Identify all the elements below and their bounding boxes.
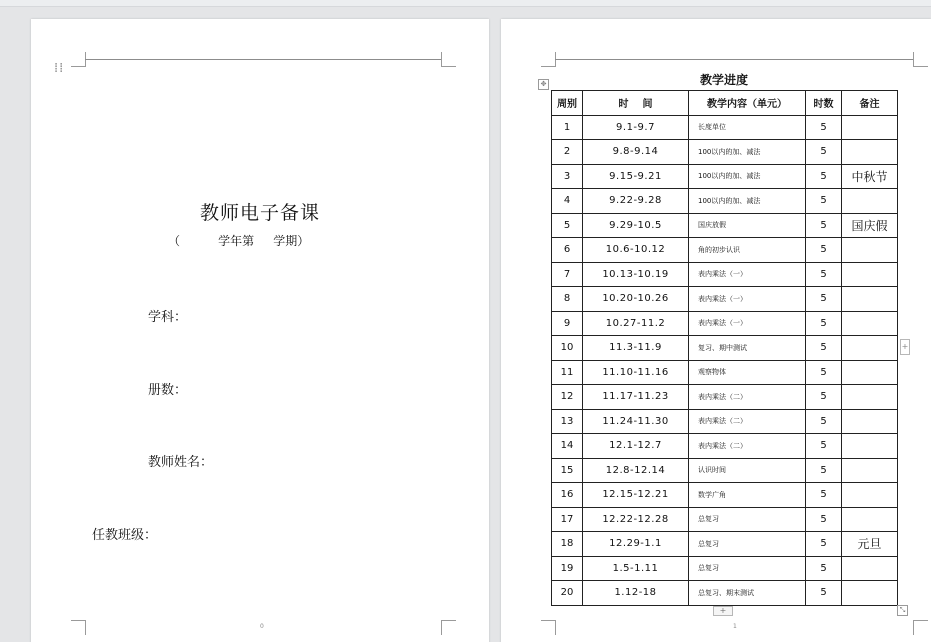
cell-hours[interactable]: 5: [806, 238, 842, 263]
table-row: [552, 115, 898, 140]
cell-week[interactable]: 17: [552, 507, 583, 532]
cell-note[interactable]: [842, 262, 898, 287]
table-row: [552, 189, 898, 214]
cell-week[interactable]: 19: [552, 556, 583, 581]
table-row: [552, 434, 898, 459]
cell-week[interactable]: 15: [552, 458, 583, 483]
cell-content[interactable]: 认识时间: [689, 458, 806, 483]
cell-time[interactable]: 10.20-10.26: [583, 287, 689, 312]
cell-content[interactable]: 100以内的加、减法: [689, 140, 806, 165]
cell-week[interactable]: 2: [552, 140, 583, 165]
cell-note[interactable]: [842, 189, 898, 214]
cell-hours[interactable]: 5: [806, 458, 842, 483]
cell-note[interactable]: 元旦: [842, 532, 898, 557]
table-row: [552, 213, 898, 238]
move-icon[interactable]: ✥: [538, 79, 549, 90]
crop-mark: [71, 52, 86, 67]
cell-content[interactable]: 观察物体: [689, 360, 806, 385]
cell-hours[interactable]: 5: [806, 189, 842, 214]
cell-note[interactable]: [842, 581, 898, 606]
cell-time[interactable]: 10.27-11.2: [583, 311, 689, 336]
cell-note[interactable]: [842, 458, 898, 483]
cell-content[interactable]: 表内乘法（二）: [689, 434, 806, 459]
header-time: 时 间: [583, 91, 689, 116]
cell-week[interactable]: 12: [552, 385, 583, 410]
cell-hours[interactable]: 5: [806, 434, 842, 459]
cell-note[interactable]: [842, 336, 898, 361]
cell-hours[interactable]: 5: [806, 360, 842, 385]
cell-content[interactable]: 表内乘法（一）: [689, 311, 806, 336]
crop-mark: [541, 52, 556, 67]
cell-note[interactable]: [842, 311, 898, 336]
subject-label: 学科：: [148, 310, 188, 325]
cell-week[interactable]: 20: [552, 581, 583, 606]
table-row: [552, 238, 898, 263]
cell-hours[interactable]: 5: [806, 164, 842, 189]
cell-note[interactable]: [842, 483, 898, 508]
cell-time[interactable]: 12.22-12.28: [583, 507, 689, 532]
table-row: [552, 483, 898, 508]
cell-content[interactable]: 总复习: [689, 556, 806, 581]
table-row: [552, 262, 898, 287]
table-row: [552, 507, 898, 532]
cell-time[interactable]: 1.5-1.11: [583, 556, 689, 581]
cell-content[interactable]: 表内乘法（二）: [689, 385, 806, 410]
table-title: 教学进度: [699, 73, 748, 87]
cell-week[interactable]: 10: [552, 336, 583, 361]
cell-time[interactable]: 9.8-9.14: [583, 140, 689, 165]
cell-note[interactable]: [842, 287, 898, 312]
class-label: 任教班级：: [92, 528, 158, 543]
crop-mark: [71, 620, 86, 635]
cell-time[interactable]: 12.29-1.1: [583, 532, 689, 557]
cell-content[interactable]: 数学广角: [689, 483, 806, 508]
cell-hours[interactable]: 5: [806, 336, 842, 361]
cell-time[interactable]: 1.12-18: [583, 581, 689, 606]
cell-hours[interactable]: 5: [806, 115, 842, 140]
cell-time[interactable]: 9.1-9.7: [583, 115, 689, 140]
cell-week[interactable]: 13: [552, 409, 583, 434]
header-hours: 时数: [806, 91, 842, 116]
ruler-strip: [0, 0, 931, 7]
table-row: [552, 336, 898, 361]
cell-hours[interactable]: 5: [806, 262, 842, 287]
table-header-row: [552, 91, 898, 116]
cell-week[interactable]: 5: [552, 213, 583, 238]
cell-hours[interactable]: 5: [806, 287, 842, 312]
cover-page[interactable]: [31, 19, 489, 642]
cell-hours[interactable]: 5: [806, 385, 842, 410]
crop-mark: [541, 620, 556, 635]
crop-mark: [913, 52, 928, 67]
table-row: [552, 556, 898, 581]
cell-note[interactable]: [842, 507, 898, 532]
cell-content[interactable]: 表内乘法（二）: [689, 409, 806, 434]
cell-content[interactable]: 总复习: [689, 532, 806, 557]
cell-content[interactable]: 总复习、期末测试: [689, 581, 806, 606]
cell-hours[interactable]: 5: [806, 532, 842, 557]
schedule-page[interactable]: [501, 19, 931, 642]
plus-icon[interactable]: +: [713, 606, 733, 616]
cell-note[interactable]: [842, 434, 898, 459]
header-week: 周别: [552, 91, 583, 116]
cell-time[interactable]: 11.17-11.23: [583, 385, 689, 410]
cell-time[interactable]: 9.22-9.28: [583, 189, 689, 214]
cell-week[interactable]: 11: [552, 360, 583, 385]
cell-hours[interactable]: 5: [806, 140, 842, 165]
cell-content[interactable]: 长度单位: [689, 115, 806, 140]
cell-note[interactable]: [842, 409, 898, 434]
cell-week[interactable]: 9: [552, 311, 583, 336]
cell-week[interactable]: 18: [552, 532, 583, 557]
cover-subtitle: （ 学年第 学期）: [168, 234, 310, 248]
page-number: 1: [733, 623, 737, 630]
cell-time[interactable]: 11.10-11.16: [583, 360, 689, 385]
schedule-table[interactable]: [551, 90, 898, 606]
resize-icon[interactable]: ⤡: [897, 605, 908, 616]
cell-week[interactable]: 4: [552, 189, 583, 214]
header-content: 教学内容（单元）: [689, 91, 806, 116]
cell-content[interactable]: 100以内的加、减法: [689, 164, 806, 189]
cell-note[interactable]: [842, 115, 898, 140]
cell-hours[interactable]: 5: [806, 507, 842, 532]
cell-content[interactable]: 复习、期中测试: [689, 336, 806, 361]
cell-week[interactable]: 1: [552, 115, 583, 140]
cell-week[interactable]: 6: [552, 238, 583, 263]
drag-handle-icon[interactable]: ⁞⁞: [54, 61, 65, 76]
crop-mark: [913, 620, 928, 635]
cover-title: 教师电子备课: [199, 202, 320, 224]
cell-time[interactable]: 11.24-11.30: [583, 409, 689, 434]
cell-note[interactable]: [842, 140, 898, 165]
cell-note[interactable]: [842, 360, 898, 385]
volume-label: 册数：: [148, 383, 188, 398]
cell-hours[interactable]: 5: [806, 581, 842, 606]
cell-time[interactable]: 12.1-12.7: [583, 434, 689, 459]
row-resize-handle[interactable]: +: [900, 339, 910, 355]
table-row: [552, 532, 898, 557]
cell-content[interactable]: 表内乘法（一）: [689, 262, 806, 287]
cell-week[interactable]: 7: [552, 262, 583, 287]
cell-time[interactable]: 11.3-11.9: [583, 336, 689, 361]
cell-hours[interactable]: 5: [806, 213, 842, 238]
cell-time[interactable]: 10.13-10.19: [583, 262, 689, 287]
teacher-name-label: 教师姓名：: [148, 455, 214, 470]
crop-mark: [441, 620, 456, 635]
cell-content[interactable]: 国庆放假: [689, 213, 806, 238]
table-row: [552, 581, 898, 606]
cell-note[interactable]: [842, 556, 898, 581]
table-row: [552, 311, 898, 336]
cell-hours[interactable]: 5: [806, 311, 842, 336]
table-row: [552, 385, 898, 410]
header-note: 备注: [842, 91, 898, 116]
table-row: [552, 164, 898, 189]
cell-hours[interactable]: 5: [806, 409, 842, 434]
cell-note[interactable]: 中秋节: [842, 164, 898, 189]
crop-mark: [441, 52, 456, 67]
cell-week[interactable]: 14: [552, 434, 583, 459]
cell-content[interactable]: 角的初步认识: [689, 238, 806, 263]
cell-time[interactable]: 9.15-9.21: [583, 164, 689, 189]
cell-time[interactable]: 12.8-12.14: [583, 458, 689, 483]
cell-content[interactable]: 100以内的加、减法: [689, 189, 806, 214]
cell-content[interactable]: 总复习: [689, 507, 806, 532]
header-line: [85, 59, 441, 60]
cell-time[interactable]: 9.29-10.5: [583, 213, 689, 238]
cell-content[interactable]: 表内乘法（一）: [689, 287, 806, 312]
table-row: [552, 360, 898, 385]
page-number: 0: [260, 623, 264, 630]
table-row: [552, 140, 898, 165]
cell-week[interactable]: 8: [552, 287, 583, 312]
cell-note[interactable]: 国庆假: [842, 213, 898, 238]
header-line: [555, 59, 913, 60]
table-row: [552, 409, 898, 434]
table-row: [552, 458, 898, 483]
cell-time[interactable]: 10.6-10.12: [583, 238, 689, 263]
cell-note[interactable]: [842, 238, 898, 263]
cell-note[interactable]: [842, 385, 898, 410]
cell-week[interactable]: 3: [552, 164, 583, 189]
cell-time[interactable]: 12.15-12.21: [583, 483, 689, 508]
cell-hours[interactable]: 5: [806, 556, 842, 581]
cell-hours[interactable]: 5: [806, 483, 842, 508]
table-row: [552, 287, 898, 312]
cell-week[interactable]: 16: [552, 483, 583, 508]
